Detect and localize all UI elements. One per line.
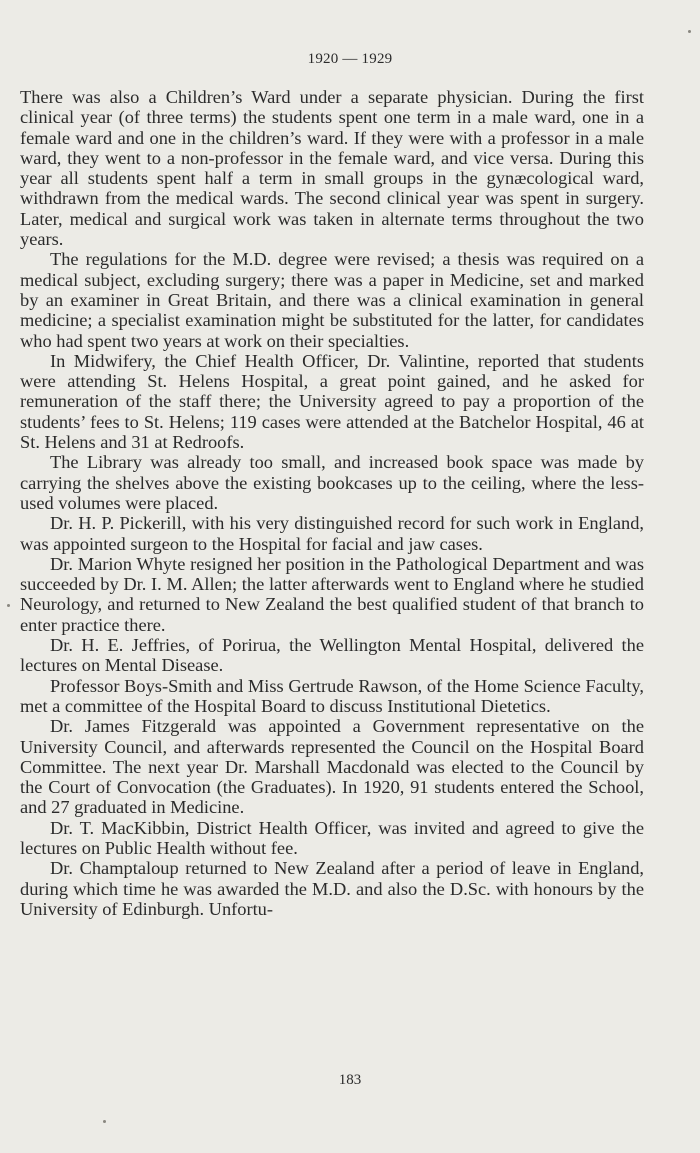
- paragraph-library: The Library was already too small, and increased book space was made by carrying the shelves above the existing bookcases up to the ceiling, where the less-used volumes were placed.: [20, 452, 644, 513]
- paragraph-mackibbin: Dr. T. MacKibbin, District Health Officer, was invited and agreed to give the lectures on Public Health without fee.: [20, 817, 644, 858]
- paragraph-childrens-ward: There was also a Children’s Ward under a separate physician. During the first clinical year (of three terms) the students spent one term in a male ward, one in a female ward and one in the children’s ward. If they were with a professor in a male ward, they went to a non-professor in the female ward, and vice versa. During this year all students spent half a term in small groups in the gynæcological ward, withdrawn from the medical wards. The second clinical year was spent in surgery. Later, medical and surgical work was taken in alternate terms throughout the two years.: [20, 87, 644, 250]
- paragraph-whyte: Dr. Marion Whyte resigned her position in the Pathological Department and was succeeded by Dr. I. M. Allen; the latter afterwards went to England where he studied Neurology, and returned to New Zealand the best qualified student of that branch to enter practice there.: [20, 553, 644, 635]
- paragraph-pickerill: Dr. H. P. Pickerill, with his very distinguished record for such work in England, was appointed surgeon to the Hospital for facial and jaw cases.: [20, 513, 644, 554]
- paragraph-champtaloup: Dr. Champtaloup returned to New Zealand after a period of leave in England, during which time he was awarded the M.D. and also the D.Sc. with honours by the University of Edinburgh. Unfortu-: [20, 858, 644, 919]
- paragraph-boys-smith: Professor Boys-Smith and Miss Gertrude Rawson, of the Home Science Faculty, met a committee of the Hospital Board to discuss Institutional Dietetics.: [20, 675, 644, 716]
- running-head: 1920 — 1929: [307, 51, 393, 67]
- paper-speck: [688, 30, 691, 33]
- page-number: 183: [338, 1072, 362, 1088]
- paragraph-md-regulations: The regulations for the M.D. degree were revised; a thesis was required on a medical subject, excluding surgery; there was a paper in Medicine, set and marked by an examiner in Great Britain, and there was a clinical examination in general medicine; a specialist examination might be substituted for the latter, for candidates who had spent two years at work on their specialties.: [20, 249, 644, 351]
- paper-speck: [103, 1120, 106, 1123]
- paragraph-jeffries: Dr. H. E. Jeffries, of Porirua, the Wellington Mental Hospital, delivered the lectures on Mental Disease.: [20, 635, 644, 676]
- paper-speck: [7, 604, 10, 607]
- body-text: [20, 87, 644, 919]
- paragraph-midwifery: In Midwifery, the Chief Health Officer, Dr. Valintine, reported that students were attending St. Helens Hospital, a great point gained, and he asked for remuneration of the staff there; the University agreed to pay a proportion of the students’ fees to St. Helens; 119 cases were attended at the Batchelor Hospital, 46 at St. Helens and 31 at Redroofs.: [20, 350, 644, 453]
- paragraph-fitzgerald: Dr. James Fitzgerald was appointed a Government representative on the University Council, and afterwards represented the Council on the Hospital Board Committee. The next year Dr. Marshall Macdonald was elected to the Council by the Court of Convocation (the Graduates). In 1920, 91 students entered the School, and 27 graduated in Medicine.: [20, 716, 644, 818]
